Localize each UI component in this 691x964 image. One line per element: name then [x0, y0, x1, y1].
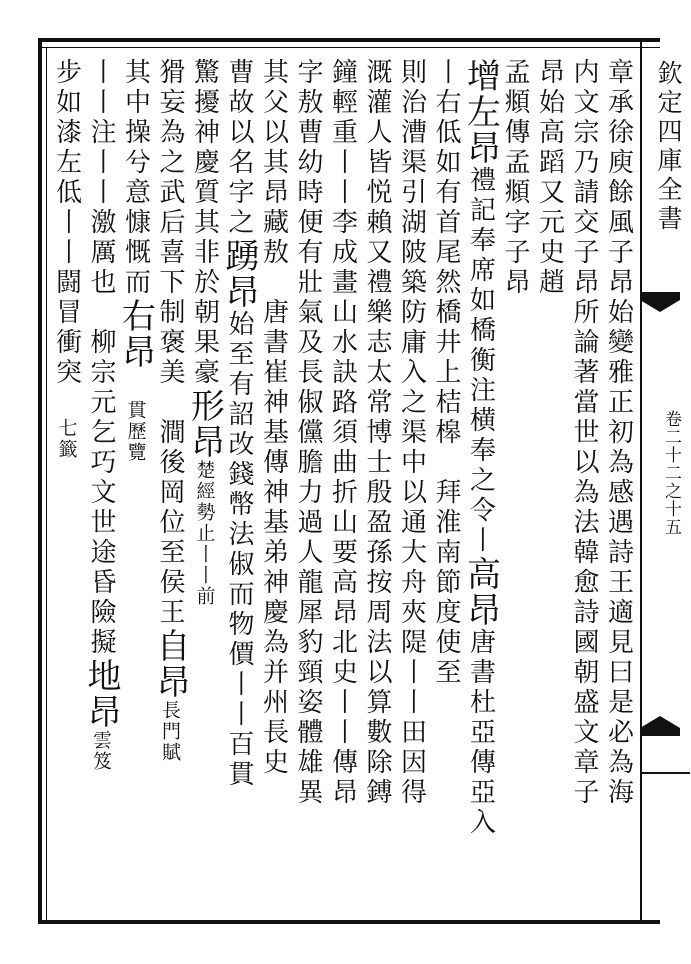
book-title: 欽定四庫全書: [654, 60, 683, 234]
body-text: 驚擾神慶質其非於朝果豪: [189, 58, 220, 388]
body-text: 溉灌人皆悦賴又禮樂志太常博士殷盈孫按周法以算數除鎛: [362, 58, 392, 808]
body-text: [431, 448, 461, 478]
body-text: 鐘輕重丨丨李成畫山水訣路須曲折山要高昂北史丨丨傳昂: [327, 58, 358, 808]
body-text: 其中操兮意慷慨而: [120, 58, 151, 298]
body-text: [52, 388, 82, 418]
body-text: 孟頫傳孟頫字子昂: [500, 58, 530, 298]
body-text: 丨右低如有首尾然橋井上桔槔: [431, 58, 461, 448]
body-text: 禮記奉席如橋衡注横奉之令丨: [465, 166, 496, 556]
body-text: [121, 370, 151, 400]
annotation-text: 七籤: [55, 418, 78, 460]
body-text: [155, 388, 185, 418]
annotation-text: 貫歷覽: [124, 400, 147, 463]
headword: 高昂: [460, 556, 501, 628]
annotation-text: 楚經勢止丨丨前: [193, 460, 216, 607]
body-text: 曹故以名字之: [224, 58, 254, 238]
body-text: 内文宗乃請交子昂所論著當世以為法韓愈詩國朝盛文章子: [569, 58, 599, 808]
body-text: 丨丨注丨丨激厲也: [86, 58, 116, 298]
body-text: 其父以其昂藏敖: [258, 58, 289, 268]
text-column: [45, 58, 89, 916]
body-text: 章承徐庾餘風子昂始變雅正初為感遇詩王適見曰是必為海: [603, 58, 634, 808]
fish-tail-bottom-icon: [640, 702, 680, 736]
annotation-text: 雲笈: [90, 730, 112, 772]
body-text: 則治漕渠引湖陂築防庸入之渠中以通大舟夾隄丨丨田因得: [396, 58, 427, 808]
body-text: 澗後岡位至侯王: [155, 418, 185, 628]
headword: 形昂: [184, 388, 225, 460]
body-text: 始至有詔改錢幣法俶而物價丨丨百貫: [224, 310, 254, 790]
body-text: 拜淮南節度使至: [431, 478, 461, 688]
body-text: [86, 298, 116, 328]
body-text: 昂始高蹈又元史趙: [534, 58, 565, 298]
body-text: 柳宗元乞巧文世途昏險擬: [86, 328, 116, 658]
left-border: [38, 38, 42, 924]
headword: 增左昂: [460, 58, 501, 166]
headword: 自昂: [150, 628, 190, 700]
fish-tail-top-icon: [640, 292, 680, 326]
headword: 踴昂: [219, 238, 259, 310]
body-text: 唐書崔神基傳神基弟神慶為并州長史: [258, 298, 289, 778]
body-text: 猾妄為之武后喜下制褒美: [155, 58, 185, 388]
bottom-border: [38, 920, 660, 924]
headword: 右昂: [115, 298, 156, 370]
body-text: [259, 268, 289, 298]
margin-rule: [640, 772, 690, 774]
top-border: [38, 38, 660, 42]
body-text: 步如漆左低丨丨闘冒衝突: [51, 58, 82, 388]
annotation-text: 長門賦: [159, 700, 181, 763]
volume-number: 卷二十二之十五: [661, 410, 681, 536]
top-border-inner: [38, 47, 660, 48]
body-text: 字敖曹幼時便有壯氣及長俶儻膽力過人龍犀豹頸姿體雄異: [293, 58, 323, 808]
headword: 地昂: [81, 658, 121, 730]
body-text: 唐書杜亞傳亞入: [465, 628, 496, 838]
